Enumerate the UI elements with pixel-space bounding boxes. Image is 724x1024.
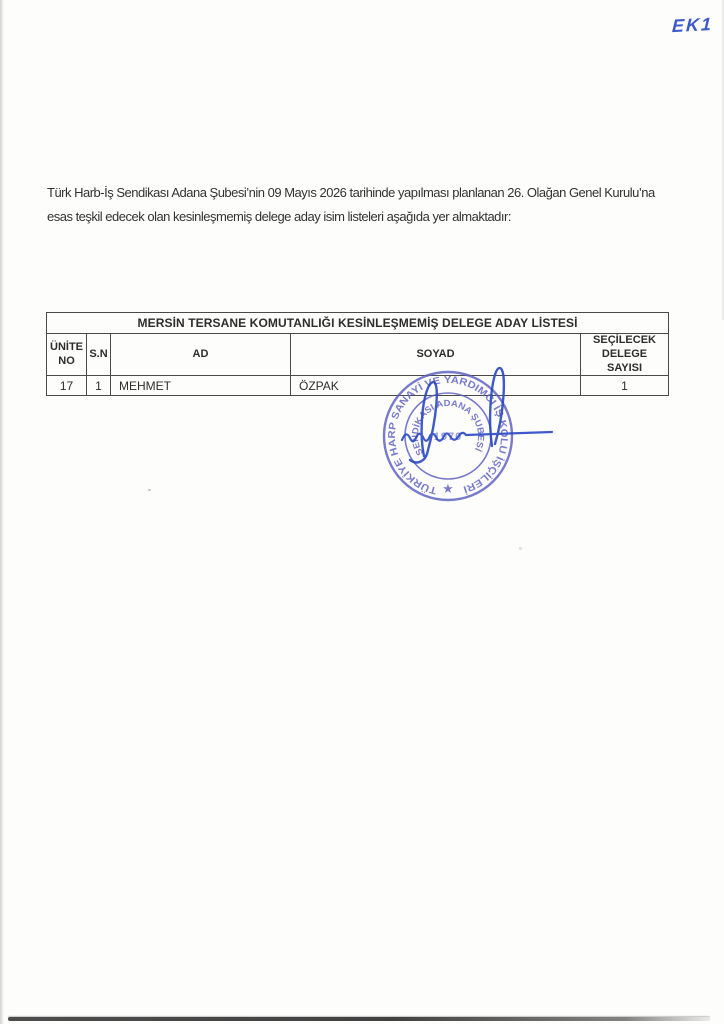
col-header-sn: S.N [87,334,111,376]
table-title-row [47,313,669,334]
col-header-unite-no: ÜNİTE NO [47,334,87,376]
intro-line-1: Türk Harb-İş Sendikası Adana Şubesi’nin 09 Mayıs 2026 tarihinde yapılması planlanan 26. Olağan Genel Kurulu’na [47,185,655,200]
stamp-inner-text: SENDİKASI ADANA ŞUBESİ [409,397,487,458]
table-title: MERSİN TERSANE KOMUTANLIĞI KESİNLEŞMEMİŞ DELEGE ADAY LİSTESİ [47,313,669,334]
table-row [47,376,669,396]
col-header-ad: AD [111,334,291,376]
cell-secilecek: 1 [581,376,669,396]
intro-line-2: esas teşkil edecek olan kesinleşmemiş delege aday isim listeleri aşağıda yer almaktadır: [47,209,511,224]
scan-speck [148,489,151,491]
delegate-candidate-table [46,312,669,396]
scan-edge-left [0,0,4,1024]
signature-baseline-stroke [402,432,552,442]
scan-speck [519,547,522,550]
table-header-row [47,334,669,376]
stamp-inner-circle [405,393,491,479]
cell-soyad: ÖZPAK [291,376,581,396]
col-header-soyad: SOYAD [291,334,581,376]
svg-text:SENDİKASI ADANA ŞUBESİ [410,398,486,457]
col-header-secilecek-delege-sayisi: SEÇİLECEK DELEGE SAYISI [581,334,669,376]
cell-ad: MEHMET [111,376,291,396]
stamp-center-year: 1970 [433,431,463,443]
handwritten-ek-note: EK1 [671,13,714,37]
stamp-star-icon: ★ [442,481,454,496]
cell-unite-no: 17 [47,376,87,396]
scan-edge-bottom-shadow [8,1017,710,1021]
intro-paragraph [47,181,655,229]
cell-sn: 1 [87,376,111,396]
stamp-ring-text: TÜRKİYE HARP SANAYİ VE YARDIMCI İŞ KOLU İŞÇİLERİ [386,374,510,496]
